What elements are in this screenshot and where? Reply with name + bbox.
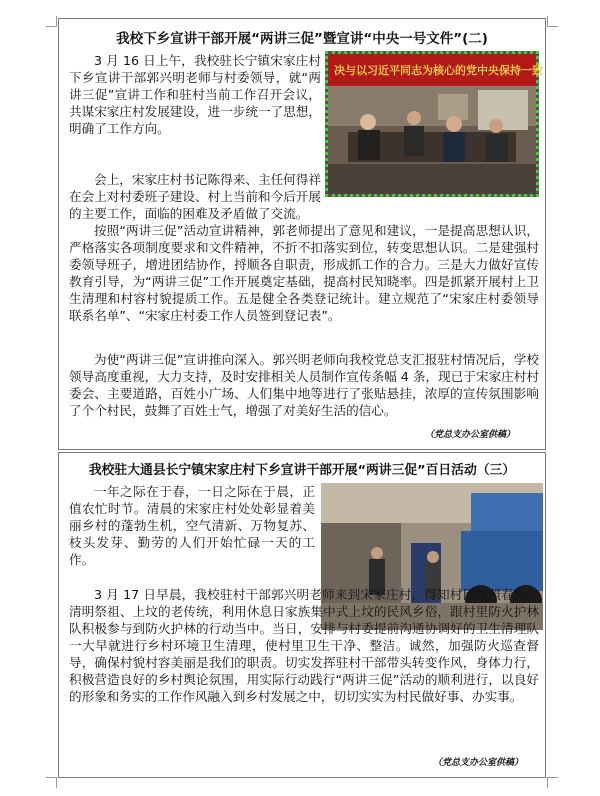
article-1-signature: （党总支办公室供稿） <box>424 430 515 440</box>
crop-mark-top-left <box>46 16 57 27</box>
crop-mark-top-right <box>547 16 558 27</box>
article-2-signature: （党总支办公室供稿） <box>432 758 523 768</box>
crop-mark-bottom-left <box>46 777 57 788</box>
article-2-paragraph-2: 3 月 17 日早晨，我校驻村干部郭兴明老师来到宋家庄村，得知村民按照春分、清明祭祖、上坟的老传统，利用休息日家族集中式上坟的民风乡俗，跟村里防火护林队积极参与到防火护林的行动当中。当日，安排与村委提前沟通协调好的卫生清理队一大早就进行乡村环境卫生清理，使村里卫生干净、整洁。诚然，加强防火巡查督导，确保村貌村容美丽是我们的职责。切实发挥驻村干部带头转变作风，身体力行，积极营造良好的乡村舆论氛围，用实际行动践行“两讲三促”活动的顺利进行，以良好的形象和务实的工作作风融入到乡村发展之中，切切实实为村民做好事、办实事。 <box>69 587 539 704</box>
article-1-paragraph-4: 为使“两讲三促”宣讲推向深入。郭兴明老师向我校党总支汇报驻村情况后，学校领导高度重视，大力支持，及时安排相关人员制作宣传条幅 4 条，现已于宋家庄村村委会、主要道路，百姓小广场、人们集中地等进行了张贴悬挂，浓厚的宣传氛围影响了个个村民，鼓舞了百姓士气，增强了对美好生活的信心。 <box>69 352 539 418</box>
article-1 <box>58 18 546 450</box>
article-2 <box>58 452 546 778</box>
meeting-photo <box>325 51 543 197</box>
meeting-photo-banner: 决与以习近平同志为核心的党中央保持一致 <box>328 54 536 84</box>
article-2-title: 我校驻大通县长宁镇宋家庄村下乡宣讲干部开展“两讲三促”百日活动（三） <box>88 463 516 478</box>
article-1-paragraph-3: 按照“两讲三促”活动宣讲精神，郭老师提出了意见和建议，一是提高思想认识，严格落实各项制度要求和文件精神，不折不扣落实到位，转变思想认识。二是建强村委领导班子，增进团结协作，捋顺各自职责，形成抓工作的合力。三是大力做好宣传教育引导，为“两讲三促”工作开展奠定基础，提高村民知晓率。四是抓紧开展村上卫生清理和村容村貌提质工作。五是健全各类登记统计。建立规范了“宋家庄村委领导联系名单”、“宋家庄村委工作人员签到登记表”。 <box>69 223 539 323</box>
article-1-paragraph-1: 3 月 16 日上午，我校驻长宁镇宋家庄村下乡宣讲干部郭兴明老师与村委领导，就“两讲三促”宣讲工作和驻村当前工作召开会议，共谋宋家庄村发展建设，进一步统一了思想，明确了工作方向。 <box>69 53 321 136</box>
document-page <box>58 18 546 778</box>
article-2-paragraph-1: 一年之际在于春，一日之际在于晨，正值农忙时节。清晨的宋家庄村处处彰显着美丽乡村的蓬勃生机，空气清新、万物复苏、枝头发芽、勤劳的人们开始忙碌一天的工作。 <box>69 484 315 567</box>
article-1-paragraph-2: 会上，宋家庄村书记陈得来、主任何得祥在会上对村委班子建设、村上当前和今后开展的主要工作，面临的困难及矛盾做了交流。 <box>69 172 321 221</box>
article-1-title: 我校下乡宣讲干部开展“两讲三促”暨宣讲“中央一号文件”(二) <box>116 31 488 47</box>
crop-mark-bottom-right <box>547 777 558 788</box>
